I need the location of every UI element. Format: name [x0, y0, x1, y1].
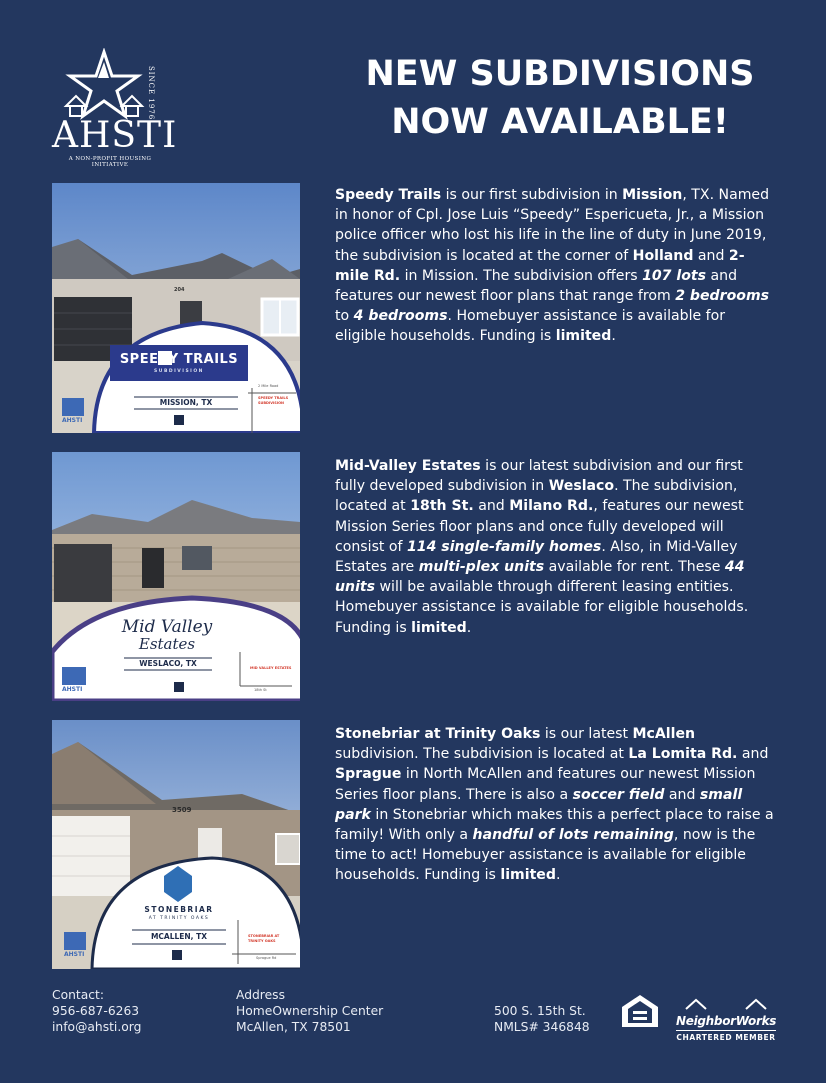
footer-address — [236, 987, 383, 1035]
map-road-label: 2 Mile Road — [258, 384, 279, 388]
logo-tagline: A NON-PROFIT HOUSING INITIATIVE — [68, 156, 152, 168]
footer-contact — [52, 987, 141, 1035]
sign-city: MISSION, TX — [159, 398, 213, 407]
address-label: Address — [236, 988, 285, 1002]
stonebriar-description: Stonebriar at Trinity Oaks is our latest McAllen subdivision. The subdivision is located at La Lomita Rd. and Sprague in North McAllen and features our newest Mission Series floor plans. There is also a soccer field and small park in Stonebriar which makes this a perfect place to raise a family! With only a handful of lots remaining, now is the time to act! Homebuyer assistance is available for eligible households. Funding is limited. — [335, 726, 774, 884]
sign-name: SPEEDY TRAILS — [119, 352, 239, 367]
title-line-1: NEW SUBDIVISIONS — [365, 54, 755, 94]
map-location-label: SPEEDY TRAILS SUBDIVISION — [258, 396, 289, 405]
map-road-label: Sprague Rd — [256, 956, 277, 960]
equal-housing-icon — [620, 993, 660, 1033]
neighborworks-subtitle: CHARTERED MEMBER — [676, 1030, 776, 1042]
stonebriar-photo — [52, 720, 300, 969]
sign-logo-text: AHSTI — [62, 417, 83, 424]
sign-logo-text: AHSTI — [62, 686, 83, 693]
ahsti-logo — [52, 48, 178, 170]
address-line-1: HomeOwnership Center — [236, 1004, 384, 1018]
sign-subtitle: AT TRINITY OAKS — [148, 916, 210, 921]
contact-label: Contact: — [52, 988, 104, 1002]
star-house-icon — [58, 48, 150, 120]
logo-wordmark: AHSTI — [52, 115, 178, 156]
sign-name-line-2: Estates — [138, 635, 196, 653]
sign-city: MCALLEN, TX — [150, 932, 208, 941]
phone-number[interactable]: 956-687-6263 — [52, 1004, 140, 1018]
footer-street — [494, 1003, 590, 1035]
map-location-label: STONEBRIAR AT TRINITY OAKS — [248, 934, 280, 943]
sign-subtitle: SUBDIVISION — [154, 369, 204, 374]
sign-name-line-1: Mid Valley — [121, 617, 213, 637]
street-address: 500 S. 15th St. — [494, 1004, 586, 1018]
sign-logo-text: AHSTI — [64, 951, 85, 958]
speedy-trails-description: Speedy Trails is our first subdivision in Mission, TX. Named in honor of Cpl. Jose Luis “Speedy” Espericueta, Jr., a Mission police officer who lost his life in the line of duty in June 2019, the subdivision is located at the corner of Holland and 2-mile Rd. in Mission. The subdivision offers 107 lots and features our newest floor plans that range from 2 bedrooms to 4 bedrooms. Homebuyer assistance is available for eligible households. Funding is limited. — [335, 187, 770, 345]
sign-city: WESLACO, TX — [139, 659, 197, 668]
page-title — [300, 50, 820, 146]
sign-name: STONEBRIAR — [144, 905, 214, 914]
since-text: SINCE 1976 — [147, 66, 155, 121]
speedy-trails-photo — [52, 183, 300, 433]
house-number: 204 — [174, 287, 185, 293]
address-line-2: McAllen, TX 78501 — [236, 1020, 351, 1034]
neighborworks-logo — [676, 995, 776, 1042]
map-location-label: MID VALLEY ESTATES — [250, 666, 292, 670]
email-link[interactable]: info@ahsti.org — [52, 1020, 142, 1034]
mid-valley-photo — [52, 452, 300, 701]
map-road-label: 18th St — [254, 688, 267, 692]
title-line-2: NOW AVAILABLE! — [391, 102, 729, 142]
neighborworks-house-icon — [676, 998, 776, 1010]
mid-valley-description: Mid-Valley Estates is our latest subdivision and our first fully developed subdivision in Weslaco. The subdivision, located at 18th St. and Milano Rd., features our newest Mission Series floor plans and once fully developed will consist of 114 single-family homes. Also, in Mid-Valley Estates are multi-plex units available for rent. These 44 units will be available through different leasing entities. Homebuyer assistance is available for eligible households. Funding is limited. — [335, 458, 749, 636]
nmls-number: NMLS# 346848 — [494, 1020, 590, 1034]
house-number: 3509 — [172, 806, 192, 814]
neighborworks-name: NeighborWorks — [676, 1014, 777, 1028]
